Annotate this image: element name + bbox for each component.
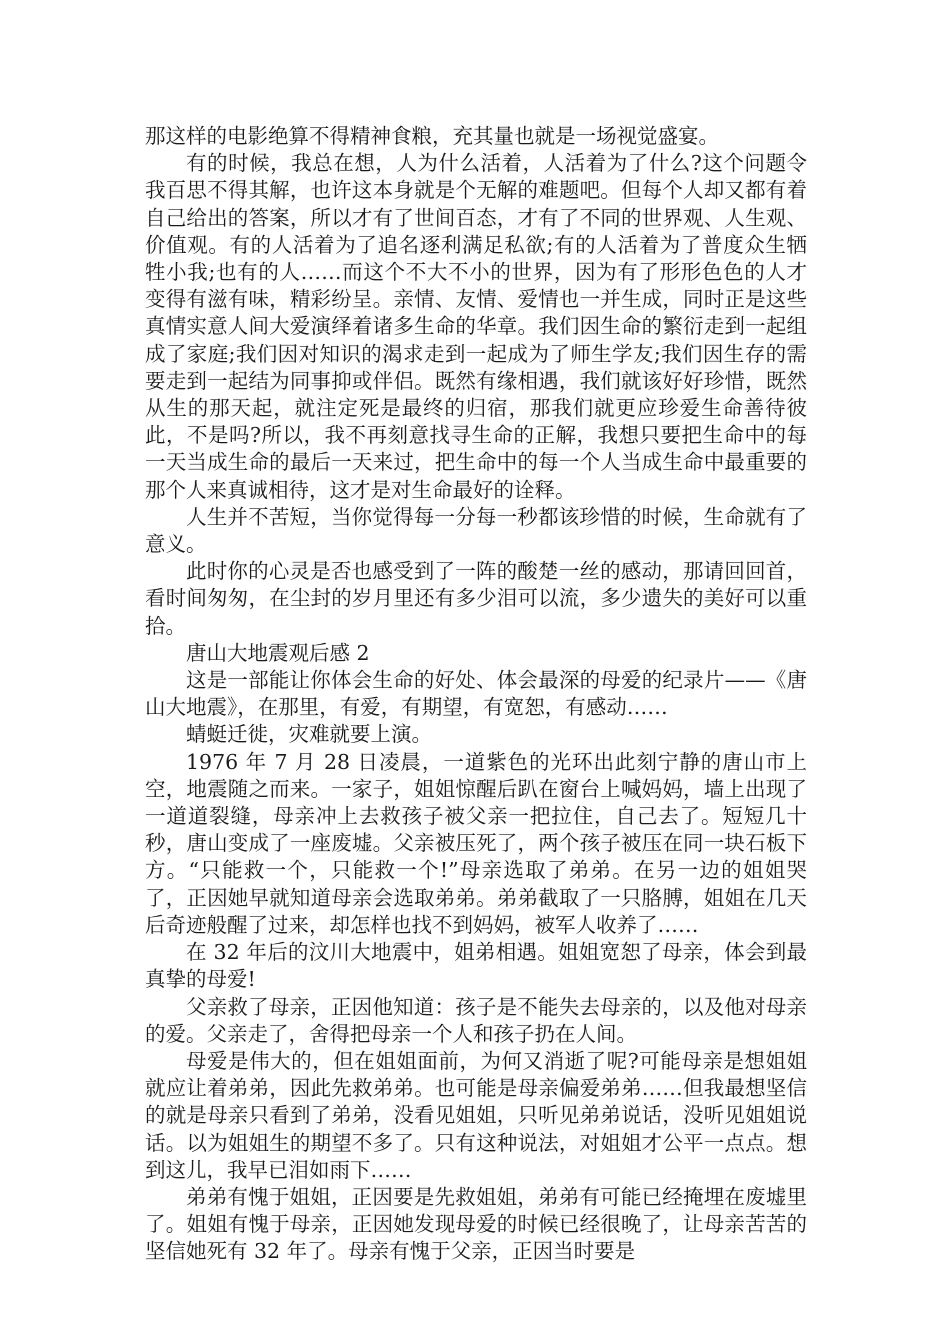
document-body [145,123,807,1266]
section-heading: 唐山大地震观后感 2 [186,640,370,665]
paragraph-8: 1976 年 7 月 28 日凌晨，一道紫色的光环出此刻宁静的唐山市上空，地震随之而来。一家子，姐姐惊醒后趴在窗台上喊妈妈，墙上出现了一道道裂缝，母亲冲上去救孩子被父亲一把拉住，自己去了。短短几十秒，唐山变成了一座废墟。父亲被压死了，两个孩子被压在同一块石板下方。“只能救一个，只能救一个!”母亲选取了弟弟。在另一边的姐姐哭了，正因她早就知道母亲会选取弟弟。弟弟截取了一只胳膊，姐姐在几天后奇迹般醒了过来，却怎样也找不到妈妈，被军人收养了…… [145,749,807,937]
paragraph-12: 弟弟有愧于姐姐，正因要是先救姐姐，弟弟有可能已经掩埋在废墟里了。姐姐有愧于母亲，正因她发现母爱的时候已经很晚了，让母亲苦苦的坚信她死有 32 年了。母亲有愧于父亲，正因当时要是 [145,1184,807,1264]
paragraph-2: 有的时候，我总在想，人为什么活着，人活着为了什么?这个问题令我百思不得其解，也许这本身就是个无解的难题吧。但每个人却又都有着自己给出的答案，所以才有了世间百态，才有了不同的世界观、人生观、价值观。有的人活着为了追名逐利满足私欲;有的人活着为了普度众生牺牲小我;也有的人……而这个不大不小的世界，因为有了形形色色的人才变得有滋有味，精彩纷呈。亲情、友情、爱情也一并生成，同时正是这些真情实意人间大爱演绎着诸多生命的华章。我们因生命的繁衍走到一起组成了家庭;我们因对知识的渴求走到一起成为了师生学友;我们因生存的需要走到一起结为同事抑或伴侣。既然有缘相遇，我们就该好好珍惜，既然从生的那天起，就注定死是最终的归宿，那我们就更应珍爱生命善待彼此，不是吗?所以，我不再刻意找寻生命的正解，我想只要把生命中的每一天当成生命的最后一天来过，把生命中的每一个人当成生命中最重要的那个人来真诚相待，这才是对生命最好的诠释。 [145,151,807,502]
paragraph-1: 那这样的电影绝算不得精神食粮，充其量也就是一场视觉盛宴。 [145,124,719,148]
paragraph-11: 母爱是伟大的，但在姐姐面前，为何又消逝了呢?可能母亲是想姐姐就应让着弟弟，因此先救弟弟。也可能是母亲偏爱弟弟……但我最想坚信的就是母亲只看到了弟弟，没看见姐姐，只听见弟弟说话，没听见姐姐说话。以为姐姐生的期望不多了。只有这种说法，对姐姐才公平一点点。想到这儿，我早已泪如雨下…… [145,1048,807,1182]
paragraph-4: 此时你的心灵是否也感受到了一阵的酸楚一丝的感动，那请回回首，看时间匆匆，在尘封的岁月里还有多少泪可以流，多少遗失的美好可以重拾。 [145,559,807,638]
paragraph-7: 蜻蜓迁徙，灾难就要上演。 [186,722,432,747]
paragraph-10: 父亲救了母亲，正因他知道：孩子是不能失去母亲的，以及他对母亲的爱。父亲走了，舍得把母亲一个人和孩子扔在人间。 [145,994,807,1046]
paragraph-3: 人生并不苦短，当你觉得每一分每一秒都该珍惜的时候，生命就有了意义。 [145,504,807,557]
paragraph-6: 这是一部能让你体会生命的好处、体会最深的母爱的纪录片——《唐山大地震》，在那里，有爱，有期望，有宽恕，有感动…… [145,668,807,720]
paragraph-9: 在 32 年后的汶川大地震中，姐弟相遇。姐姐宽恕了母亲，体会到最真挚的母爱! [145,940,807,992]
